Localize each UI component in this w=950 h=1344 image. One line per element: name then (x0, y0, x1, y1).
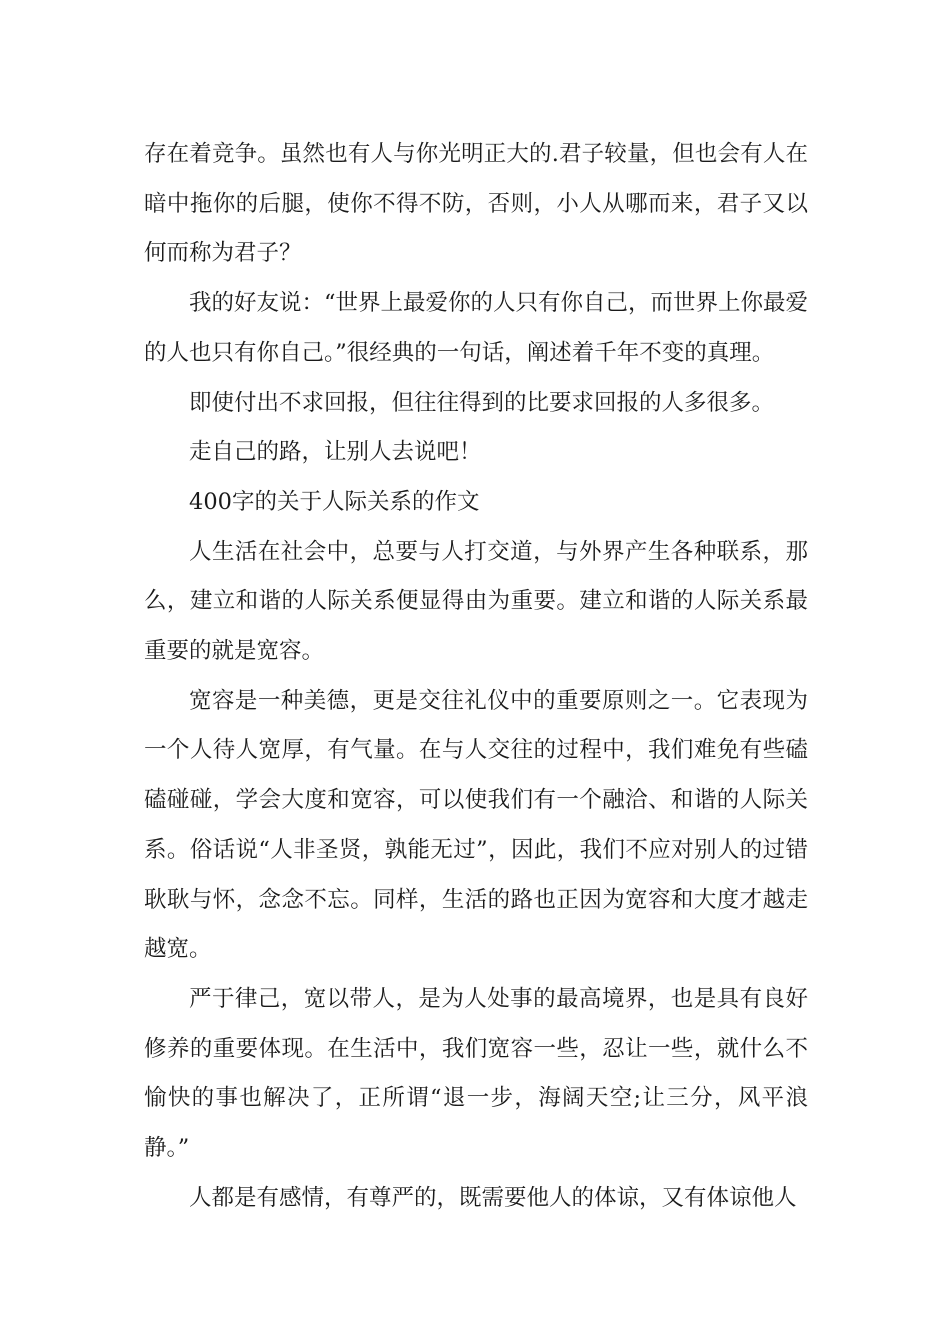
paragraph-3: 即使付出不求回报，但往往得到的比要求回报的人多很多。 (189, 389, 775, 416)
paragraph-7: 宽容是一种美德，更是交往礼仪中的重要原则之一。它表现为一个人待人宽厚，有气量。在与人交往的过程中，我们难免有些磕磕碰碰，学会大度和宽容，可以使我们有一个融洽、和谐的人际关系。俗话说“人非圣贤，孰能无过”，因此，我们不应对别人的过错耿耿与怀，念念不忘。同样，生活的路也正因为宽容和大度才越走越宽。 (144, 687, 808, 963)
document-body (144, 130, 808, 1223)
paragraph-4: 走自己的路，让别人去说吧！ (189, 439, 482, 466)
paragraph-8: 严于律己，宽以带人，是为人处事的最高境界，也是具有良好修养的重要体现。在生活中，我们宽容一些，忍让一些，就什么不愉快的事也解决了，正所谓“退一步，海阔天空;让三分，风平浪静。” (144, 985, 808, 1162)
paragraph-2: 我的好友说：“世界上最爱你的人只有你自己，而世界上你最爱的人也只有你自己。”很经典的一句话，阐述着千年不变的真理。 (144, 290, 809, 366)
paragraph-6: 人生活在社会中，总要与人打交道，与外界产生各种联系，那么，建立和谐的人际关系便显得由为重要。建立和谐的人际关系最重要的就是宽容。 (144, 538, 808, 665)
paragraph-9: 人都是有感情，有尊严的，既需要他人的体谅，又有体谅他人 (189, 1184, 797, 1211)
paragraph-1: 存在着竞争。虽然也有人与你光明正大的.君子较量，但也会有人在暗中拖你的后腿，使你不得不防，否则，小人从哪而来，君子又以何而称为君子？ (144, 141, 808, 267)
section-heading: 400字的关于人际关系的作文 (189, 488, 480, 515)
